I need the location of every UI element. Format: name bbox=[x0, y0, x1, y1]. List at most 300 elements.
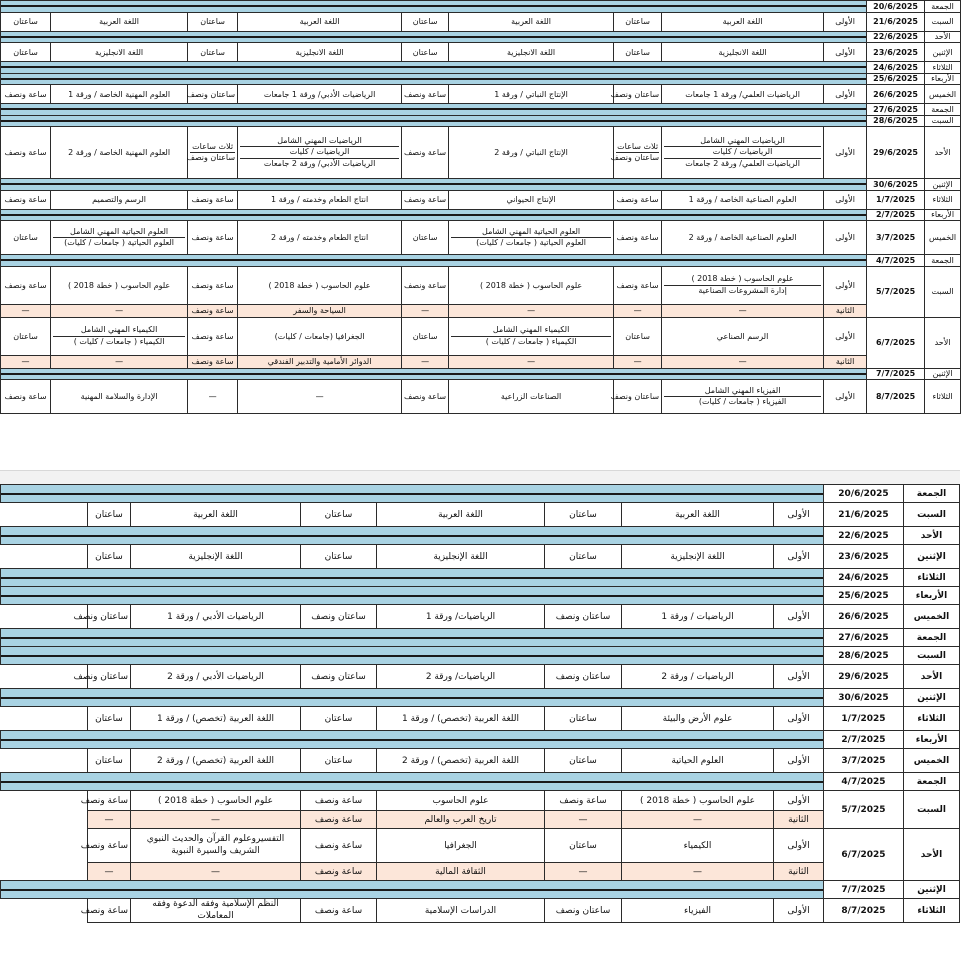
duration-cell: — bbox=[1, 355, 51, 368]
exam-row bbox=[1, 43, 961, 62]
cell-line: الفيزياء المهني الشامل bbox=[704, 385, 781, 395]
separator-rule bbox=[1, 259, 866, 261]
subject-cell: الجغرافيا (جامعات / كليات) bbox=[238, 317, 402, 355]
bottom-exam-schedule-scan bbox=[0, 484, 960, 969]
subject-cell: الرياضيات / ورقة 2 bbox=[622, 665, 774, 689]
holiday-blank bbox=[1, 773, 824, 791]
duration-cell: ساعتان bbox=[402, 221, 449, 255]
subject-cell: التفسيروعلوم القرآن والحديث النبوي الشريف والسيرة النبوية bbox=[131, 829, 301, 863]
cell-line: الرياضيات العلمي/ ورقة 2 جامعات bbox=[664, 158, 821, 169]
subject-cell: — bbox=[238, 380, 402, 414]
cell-line: الرياضيات المهني الشامل bbox=[700, 135, 785, 145]
duration-cell: ساعتان bbox=[614, 43, 662, 62]
subject-cell: تاريخ العرب والعالم bbox=[377, 811, 545, 829]
date-cell: 4/7/2025 bbox=[824, 773, 904, 791]
subject-cell: اللغة الإنجليزية bbox=[377, 545, 545, 569]
duration-cell: ساعة ونصف bbox=[614, 190, 662, 209]
top-exam-schedule-scan bbox=[0, 0, 960, 470]
cell-line: الكيمياء المهني الشامل bbox=[492, 325, 570, 335]
day-cell: الجمعة bbox=[925, 1, 961, 13]
date-cell: 1/7/2025 bbox=[867, 190, 925, 209]
session-cell: الأولى bbox=[774, 605, 824, 629]
date-cell: 23/6/2025 bbox=[824, 545, 904, 569]
holiday-blank bbox=[1, 31, 867, 43]
date-cell: 21/6/2025 bbox=[867, 12, 925, 31]
duration-cell: ساعتان ونصف bbox=[545, 899, 622, 923]
separator-rule bbox=[1, 66, 866, 68]
separator-rule bbox=[1, 108, 866, 110]
duration-cell: ساعتان bbox=[545, 503, 622, 527]
subject-cell: الإنتاج النباتي / ورقة 1 bbox=[449, 85, 614, 104]
duration-cell: ساعتان bbox=[614, 317, 662, 355]
subject-cell: علوم الحاسوب ( خطة 2018 ) bbox=[131, 791, 301, 811]
duration-cell: ساعتان bbox=[545, 707, 622, 731]
subject-cell: انتاج الطعام وخدمته / ورقة 1 bbox=[238, 190, 402, 209]
duration-cell: ساعتان bbox=[88, 749, 131, 773]
duration-cell: ساعتان bbox=[614, 12, 662, 31]
date-cell: 3/7/2025 bbox=[867, 221, 925, 255]
duration-cell: ساعة ونصف bbox=[88, 791, 131, 811]
holiday-row bbox=[1, 881, 960, 899]
separator-rule bbox=[1, 697, 823, 699]
holiday-blank bbox=[1, 689, 824, 707]
subject-cell: الرسم الصناعي bbox=[662, 317, 824, 355]
day-cell: الإثنين bbox=[904, 881, 960, 899]
date-cell: 7/7/2025 bbox=[824, 881, 904, 899]
duration-cell: ساعتان bbox=[188, 43, 238, 62]
duration-cell: ساعتان bbox=[402, 12, 449, 31]
session-cell: الأولى bbox=[774, 707, 824, 731]
separator-rule bbox=[1, 36, 866, 38]
subject-cell: — bbox=[449, 304, 614, 317]
exam-row bbox=[1, 221, 961, 255]
date-cell: 30/6/2025 bbox=[824, 689, 904, 707]
subject-cell: اللغة الإنجليزية bbox=[622, 545, 774, 569]
day-cell: الأحد bbox=[904, 665, 960, 689]
session-cell: الأولى bbox=[824, 380, 867, 414]
date-cell: 2/7/2025 bbox=[867, 209, 925, 221]
duration-cell: — bbox=[614, 355, 662, 368]
session-cell: الأولى bbox=[774, 749, 824, 773]
date-cell: 29/6/2025 bbox=[867, 127, 925, 179]
duration-cell: — bbox=[545, 863, 622, 881]
day-cell: الثلاثاء bbox=[925, 380, 961, 414]
day-cell: الأحد bbox=[925, 31, 961, 43]
date-cell: 2/7/2025 bbox=[824, 731, 904, 749]
duration-cell: ساعة ونصف bbox=[301, 829, 377, 863]
duration-cell: ساعتان ونصف bbox=[545, 665, 622, 689]
duration-cell: — bbox=[1, 304, 51, 317]
duration-cell: ساعتان bbox=[1, 317, 51, 355]
subject-cell: — bbox=[662, 304, 824, 317]
duration-cell: ساعة ونصف bbox=[1, 190, 51, 209]
subject-cell: اللغة الإنجليزية bbox=[131, 545, 301, 569]
cell-line: الكيمياء ( جامعات / كليات ) bbox=[451, 336, 611, 347]
date-cell: 24/6/2025 bbox=[867, 62, 925, 74]
date-cell: 4/7/2025 bbox=[867, 255, 925, 267]
exam-row bbox=[1, 665, 960, 689]
subject-cell: اللغة العربية bbox=[662, 12, 824, 31]
second-session-row bbox=[1, 304, 961, 317]
duration-cell: ساعتان ونصف bbox=[545, 605, 622, 629]
duration-cell: — bbox=[88, 863, 131, 881]
subject-cell: الدراسات الإسلامية bbox=[377, 899, 545, 923]
duration-cell: ساعتان bbox=[402, 43, 449, 62]
exam-row bbox=[1, 85, 961, 104]
holiday-row bbox=[1, 73, 961, 85]
day-cell: الخميس bbox=[925, 85, 961, 104]
separator-rule bbox=[1, 493, 823, 495]
subject-cell: اللغة العربية (تخصص) / ورقة 1 bbox=[377, 707, 545, 731]
exam-row bbox=[1, 707, 960, 731]
holiday-row bbox=[1, 209, 961, 221]
holiday-row bbox=[1, 647, 960, 665]
duration-cell: ساعة ونصف bbox=[88, 829, 131, 863]
cell-line: الكيمياء ( جامعات / كليات ) bbox=[53, 336, 185, 347]
date-cell: 27/6/2025 bbox=[867, 104, 925, 116]
holiday-blank bbox=[1, 881, 824, 899]
cell-line: الفيزياء ( جامعات / كليات) bbox=[664, 396, 821, 407]
subject-cell: اللغة العربية bbox=[131, 503, 301, 527]
session-cell: الأولى bbox=[824, 317, 867, 355]
subject-cell: العلوم المهنية الخاصة / ورقة 2 bbox=[51, 127, 188, 179]
day-cell: السبت bbox=[904, 791, 960, 829]
duration-cell: ساعتان bbox=[1, 43, 51, 62]
date-cell: 8/7/2025 bbox=[867, 380, 925, 414]
duration-cell: ساعة ونصف bbox=[188, 221, 238, 255]
day-cell: الثلاثاء bbox=[904, 569, 960, 587]
holiday-row bbox=[1, 731, 960, 749]
holiday-blank bbox=[1, 115, 867, 127]
day-cell: الثلاثاء bbox=[904, 899, 960, 923]
day-cell: الثلاثاء bbox=[925, 190, 961, 209]
date-cell: 8/7/2025 bbox=[824, 899, 904, 923]
date-cell: 5/7/2025 bbox=[824, 791, 904, 829]
date-cell: 23/6/2025 bbox=[867, 43, 925, 62]
duration-cell: ساعة ونصف bbox=[1, 127, 51, 179]
subject-cell bbox=[238, 127, 402, 179]
subject-cell bbox=[449, 221, 614, 255]
holiday-blank bbox=[1, 209, 867, 221]
holiday-row bbox=[1, 179, 961, 191]
subject-cell: — bbox=[622, 811, 774, 829]
duration-cell: ساعة ونصف bbox=[301, 863, 377, 881]
session-cell: الأولى bbox=[774, 791, 824, 811]
day-cell: الإثنين bbox=[925, 43, 961, 62]
cell-line: ثلاث ساعات bbox=[192, 141, 234, 151]
subject-cell: العلوم الصناعية الخاصة / ورقة 1 bbox=[662, 190, 824, 209]
holiday-row bbox=[1, 527, 960, 545]
session-cell: الأولى bbox=[824, 190, 867, 209]
date-cell: 20/6/2025 bbox=[824, 485, 904, 503]
subject-cell: انتاج الطعام وخدمته / ورقة 2 bbox=[238, 221, 402, 255]
duration-cell: ساعتان bbox=[301, 749, 377, 773]
holiday-row bbox=[1, 255, 961, 267]
session-cell: الأولى bbox=[774, 503, 824, 527]
subject-cell: اللغة العربية bbox=[622, 503, 774, 527]
session-cell: الأولى bbox=[774, 829, 824, 863]
session-cell: الأولى bbox=[824, 12, 867, 31]
holiday-blank bbox=[1, 368, 867, 380]
duration-cell: ساعتان ونصف bbox=[88, 605, 131, 629]
subject-cell: علوم الحاسوب ( خطة 2018 ) bbox=[622, 791, 774, 811]
day-cell: السبت bbox=[925, 266, 961, 317]
day-cell: الإثنين bbox=[925, 368, 961, 380]
subject-cell: اللغة العربية (تخصص) / ورقة 2 bbox=[131, 749, 301, 773]
day-cell: الأربعاء bbox=[904, 731, 960, 749]
subject-cell: اللغة العربية bbox=[51, 12, 188, 31]
holiday-blank bbox=[1, 1, 867, 13]
cell-line: ثلاث ساعات bbox=[617, 141, 659, 151]
holiday-blank bbox=[1, 73, 867, 85]
session-cell: الثانية bbox=[774, 863, 824, 881]
duration-cell: ساعة ونصف bbox=[614, 266, 662, 304]
duration-cell: ساعتان ونصف bbox=[301, 605, 377, 629]
second-session-row bbox=[1, 811, 960, 829]
duration-cell: ساعتان bbox=[1, 221, 51, 255]
duration-cell: ساعتان bbox=[88, 545, 131, 569]
holiday-blank bbox=[1, 629, 824, 647]
holiday-row bbox=[1, 368, 961, 380]
date-cell: 1/7/2025 bbox=[824, 707, 904, 731]
exam-row bbox=[1, 749, 960, 773]
bottom-schedule-table bbox=[0, 484, 960, 923]
day-cell: الخميس bbox=[925, 221, 961, 255]
subject-cell: — bbox=[51, 304, 188, 317]
subject-cell: علوم الحاسوب ( خطة 2018 ) bbox=[238, 266, 402, 304]
separator-rule bbox=[1, 889, 823, 891]
date-cell: 27/6/2025 bbox=[824, 629, 904, 647]
separator-rule bbox=[1, 373, 866, 375]
duration-cell: ساعة ونصف bbox=[402, 190, 449, 209]
date-cell: 28/6/2025 bbox=[824, 647, 904, 665]
day-cell: الثلاثاء bbox=[904, 707, 960, 731]
cell-line: الرياضيات / كليات bbox=[664, 146, 821, 157]
duration-cell: ساعة ونصف bbox=[402, 127, 449, 179]
subject-cell: الكيمياء bbox=[622, 829, 774, 863]
duration-cell: — bbox=[402, 304, 449, 317]
date-cell: 5/7/2025 bbox=[867, 266, 925, 317]
day-cell: الأحد bbox=[904, 527, 960, 545]
cell-line: العلوم الحياتية ( جامعات / كليات) bbox=[53, 237, 185, 248]
subject-cell: — bbox=[662, 355, 824, 368]
duration-cell: ساعتان bbox=[301, 503, 377, 527]
separator-rule bbox=[1, 739, 823, 741]
exam-row bbox=[1, 503, 960, 527]
day-cell: الأحد bbox=[925, 127, 961, 179]
separator-rule bbox=[1, 577, 823, 579]
duration-cell: — bbox=[188, 380, 238, 414]
subject-cell: الرسم والتصميم bbox=[51, 190, 188, 209]
holiday-row bbox=[1, 773, 960, 791]
exam-row bbox=[1, 545, 960, 569]
second-session-row bbox=[1, 863, 960, 881]
duration-cell: — bbox=[402, 355, 449, 368]
subject-cell: الجغرافيا bbox=[377, 829, 545, 863]
exam-row bbox=[1, 12, 961, 31]
subject-cell: الرياضيات الأدبي / ورقة 2 bbox=[131, 665, 301, 689]
cell-line: الرياضيات الأدبي/ ورقة 2 جامعات bbox=[240, 158, 399, 169]
session-cell: الثانية bbox=[774, 811, 824, 829]
duration-cell: — bbox=[88, 811, 131, 829]
subject-cell: الرياضيات الأدبي / ورقة 1 bbox=[131, 605, 301, 629]
subject-cell: الرياضيات العلمي/ ورقة 1 جامعات bbox=[662, 85, 824, 104]
day-cell: الجمعة bbox=[925, 255, 961, 267]
duration-cell: ساعتان bbox=[301, 545, 377, 569]
subject-cell: اللغة العربية (تخصص) / ورقة 2 bbox=[377, 749, 545, 773]
subject-cell: — bbox=[622, 863, 774, 881]
duration-cell: — bbox=[545, 811, 622, 829]
separator-rule bbox=[1, 781, 823, 783]
date-cell: 28/6/2025 bbox=[867, 115, 925, 127]
session-cell: الأولى bbox=[824, 221, 867, 255]
date-cell: 30/6/2025 bbox=[867, 179, 925, 191]
date-cell: 29/6/2025 bbox=[824, 665, 904, 689]
subject-cell bbox=[662, 266, 824, 304]
duration-cell: ساعة ونصف bbox=[88, 899, 131, 923]
day-cell: الإثنين bbox=[904, 689, 960, 707]
separator-rule bbox=[1, 637, 823, 639]
session-cell: الأولى bbox=[824, 85, 867, 104]
day-cell: الجمعة bbox=[904, 773, 960, 791]
subject-cell: علوم الحاسوب bbox=[377, 791, 545, 811]
duration-cell: ساعة ونصف bbox=[301, 811, 377, 829]
exam-row bbox=[1, 190, 961, 209]
holiday-row bbox=[1, 104, 961, 116]
duration-cell bbox=[188, 127, 238, 179]
subject-cell: علوم الحاسوب ( خطة 2018 ) bbox=[449, 266, 614, 304]
day-cell: الجمعة bbox=[904, 485, 960, 503]
duration-cell: ساعتان bbox=[545, 829, 622, 863]
duration-cell: ساعة ونصف bbox=[545, 791, 622, 811]
holiday-row bbox=[1, 587, 960, 605]
date-cell: 22/6/2025 bbox=[824, 527, 904, 545]
duration-cell: ساعة ونصف bbox=[188, 355, 238, 368]
duration-cell: ساعة ونصف bbox=[188, 317, 238, 355]
session-cell: الثانية bbox=[824, 304, 867, 317]
duration-cell: ساعتان bbox=[301, 707, 377, 731]
date-cell: 7/7/2025 bbox=[867, 368, 925, 380]
day-cell: الخميس bbox=[904, 749, 960, 773]
holiday-blank bbox=[1, 485, 824, 503]
subject-cell: العلوم الصناعية الخاصة / ورقة 2 bbox=[662, 221, 824, 255]
subject-cell: النظم الإسلامية وفقه الدعوة وفقه المعاملات bbox=[131, 899, 301, 923]
exam-row bbox=[1, 317, 961, 355]
day-cell: الأربعاء bbox=[925, 209, 961, 221]
duration-cell: ساعتان ونصف bbox=[614, 380, 662, 414]
subject-cell: السياحة والسفر bbox=[238, 304, 402, 317]
day-cell: الجمعة bbox=[925, 104, 961, 116]
cell-line: الكيمياء المهني الشامل bbox=[80, 325, 158, 335]
subject-cell: الدوائر الأمامية والتدبير الفندقي bbox=[238, 355, 402, 368]
subject-cell bbox=[51, 317, 188, 355]
holiday-blank bbox=[1, 587, 824, 605]
holiday-blank bbox=[1, 62, 867, 74]
holiday-blank bbox=[1, 527, 824, 545]
holiday-blank bbox=[1, 647, 824, 665]
duration-cell bbox=[610, 127, 662, 179]
day-cell: الأربعاء bbox=[925, 73, 961, 85]
separator-rule bbox=[1, 183, 866, 185]
day-cell: السبت bbox=[925, 12, 961, 31]
day-cell: الخميس bbox=[904, 605, 960, 629]
subject-cell: الرياضيات / ورقة 1 bbox=[622, 605, 774, 629]
subject-cell: الثقافة المالية bbox=[377, 863, 545, 881]
holiday-blank bbox=[1, 731, 824, 749]
duration-cell: ساعتان bbox=[545, 545, 622, 569]
separator-rule bbox=[1, 595, 823, 597]
day-cell: الأحد bbox=[904, 829, 960, 881]
subject-cell: اللغة الانجليزية bbox=[449, 43, 614, 62]
exam-row bbox=[1, 605, 960, 629]
day-cell: الأربعاء bbox=[904, 587, 960, 605]
cell-line: الرياضيات المهني الشامل bbox=[277, 135, 362, 145]
cell-line: ساعتان ونصف bbox=[186, 153, 236, 162]
session-cell: الأولى bbox=[824, 266, 867, 304]
duration-cell: — bbox=[614, 304, 662, 317]
subject-cell: — bbox=[449, 355, 614, 368]
date-cell: 6/7/2025 bbox=[867, 317, 925, 368]
cell-line: إدارة المشروعات الصناعية bbox=[664, 285, 821, 296]
session-cell: الأولى bbox=[774, 545, 824, 569]
holiday-row bbox=[1, 689, 960, 707]
duration-cell: ساعة ونصف bbox=[402, 380, 449, 414]
subject-cell: الرياضيات/ ورقة 2 bbox=[377, 665, 545, 689]
separator-rule bbox=[1, 655, 823, 657]
date-cell: 26/6/2025 bbox=[867, 85, 925, 104]
duration-cell: ساعتان bbox=[88, 707, 131, 731]
duration-cell: ساعتان bbox=[545, 749, 622, 773]
subject-cell: الصناعات الزراعية bbox=[449, 380, 614, 414]
date-cell: 26/6/2025 bbox=[824, 605, 904, 629]
duration-cell: ساعة ونصف bbox=[301, 791, 377, 811]
date-cell: 25/6/2025 bbox=[824, 587, 904, 605]
duration-cell: ساعتان ونصف bbox=[88, 665, 131, 689]
duration-cell: ساعة ونصف bbox=[614, 221, 662, 255]
exam-row bbox=[1, 127, 961, 179]
subject-cell: الإنتاج النباتي / ورقة 2 bbox=[449, 127, 614, 179]
subject-cell: — bbox=[131, 811, 301, 829]
second-session-row bbox=[1, 355, 961, 368]
subject-cell: الفيزياء bbox=[622, 899, 774, 923]
exam-row bbox=[1, 380, 961, 414]
session-cell: الأولى bbox=[774, 899, 824, 923]
duration-cell: ساعتان bbox=[88, 503, 131, 527]
session-cell: الأولى bbox=[824, 127, 867, 179]
duration-cell: ساعة ونصف bbox=[188, 304, 238, 317]
subject-cell: علوم الحاسوب ( خطة 2018 ) bbox=[51, 266, 188, 304]
separator-rule bbox=[1, 214, 866, 216]
duration-cell: ساعة ونصف bbox=[1, 85, 51, 104]
separator-rule bbox=[1, 120, 866, 122]
date-cell: 6/7/2025 bbox=[824, 829, 904, 881]
separator-rule bbox=[1, 5, 866, 7]
holiday-row bbox=[1, 62, 961, 74]
exam-row bbox=[1, 899, 960, 923]
duration-cell: ساعة ونصف bbox=[1, 380, 51, 414]
duration-cell: ساعة ونصف bbox=[301, 899, 377, 923]
duration-cell: ساعة ونصف bbox=[1, 266, 51, 304]
day-cell: الأحد bbox=[925, 317, 961, 368]
duration-cell: ساعتان ونصف bbox=[188, 85, 238, 104]
holiday-blank bbox=[1, 255, 867, 267]
date-cell: 22/6/2025 bbox=[867, 31, 925, 43]
session-cell: الثانية bbox=[824, 355, 867, 368]
subject-cell: اللغة العربية bbox=[377, 503, 545, 527]
subject-cell: اللغة العربية (تخصص) / ورقة 1 bbox=[131, 707, 301, 731]
subject-cell: اللغة الانجليزية bbox=[662, 43, 824, 62]
subject-cell: الإنتاج الحيواني bbox=[449, 190, 614, 209]
